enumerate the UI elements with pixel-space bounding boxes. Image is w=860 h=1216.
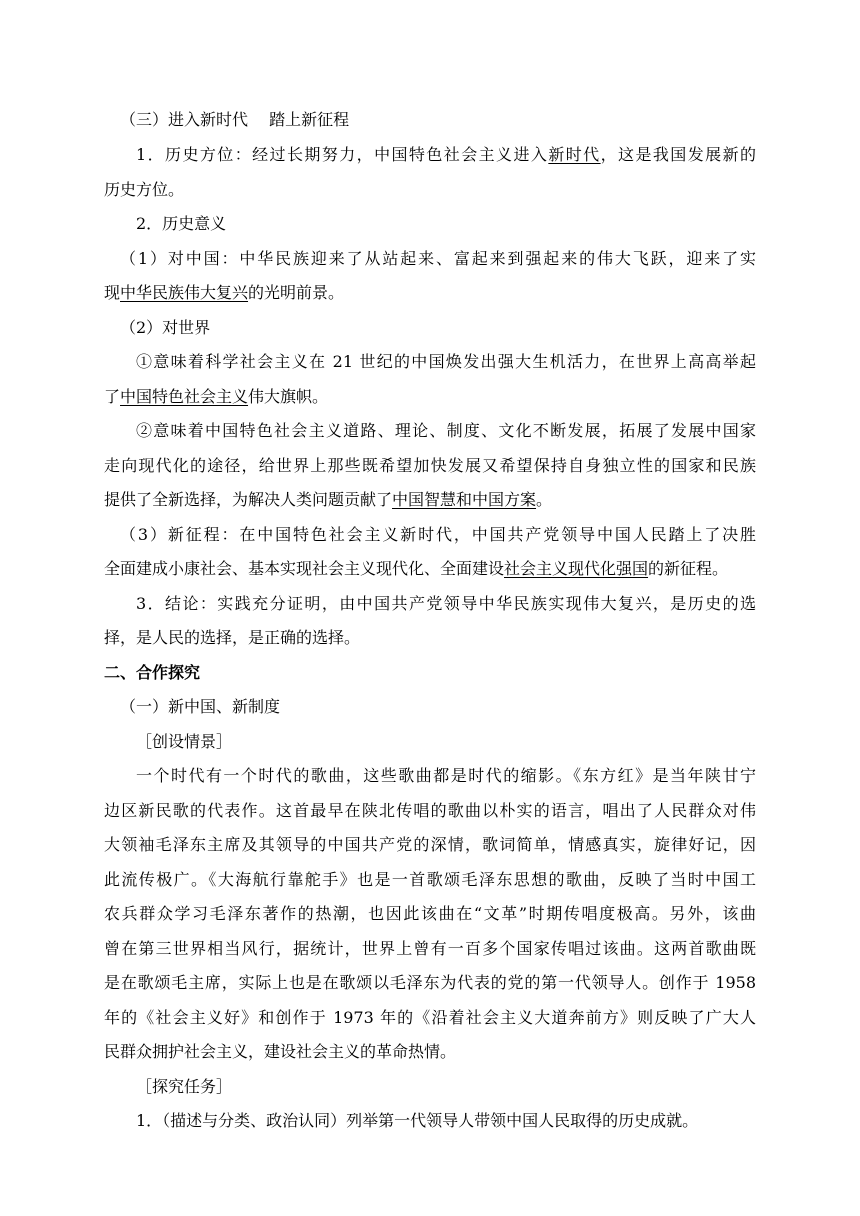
paragraph-line: 是在歌颂毛主席，实际上也是在歌颂以毛泽东为代表的党的第一代领导人。创作于 1958 xyxy=(104,973,756,992)
underlined-keyword: 中国特色社会主义 xyxy=(120,387,249,406)
paragraph-line: 现中华民族伟大复兴的光明前景。 xyxy=(104,283,345,302)
section-subtitle: 2．历史意义 xyxy=(136,214,227,233)
task-label: ［探究任务］ xyxy=(136,1077,233,1096)
paragraph-line: 民群众拥护社会主义，建设社会主义的革命热情。 xyxy=(104,1042,457,1061)
paragraph-line: 历史方位。 xyxy=(104,180,185,199)
task-item: 1．（描述与分类、政治认同）列举第一代领导人带领中国人民取得的历史成就。 xyxy=(136,1111,699,1130)
paragraph-line: 农兵群众学习毛泽东著作的热潮，也因此该曲在“文革”时期传唱度极高。另外，该曲 xyxy=(104,904,756,923)
paragraph-line: 一个时代有一个时代的歌曲，这些歌曲都是时代的缩影。《东方红》是当年陕甘宁 xyxy=(136,766,756,785)
section-heading: 二、合作探究 xyxy=(104,663,201,682)
paragraph-line: 大领袖毛泽东主席及其领导的中国共产党的深情，歌词简单，情感真实，旋律好记，因 xyxy=(104,835,756,854)
paragraph-line: ②意味着中国特色社会主义道路、理论、制度、文化不断发展，拓展了发展中国家 xyxy=(136,421,756,440)
underlined-keyword: 新时代 xyxy=(548,145,601,164)
paragraph-line: 全面建成小康社会、基本实现社会主义现代化、全面建设社会主义现代化强国的新征程。 xyxy=(104,559,729,578)
paragraph-line: 曾在第三世界相当风行，据统计，世界上曾有一百多个国家传唱过该曲。这两首歌曲既 xyxy=(104,939,756,958)
underlined-keyword: 社会主义现代化强国 xyxy=(504,559,649,578)
section-subtitle: （2）对世界 xyxy=(120,318,211,337)
paragraph-line: 年的《社会主义好》和创作于 1973 年的《沿着社会主义大道奔前方》则反映了广大人 xyxy=(104,1008,756,1027)
paragraph-line: （3）新征程：在中国特色社会主义新时代，中国共产党领导中国人民踏上了决胜 xyxy=(120,525,756,544)
underlined-keyword: 中华民族伟大复兴 xyxy=(120,283,249,302)
scene-label: ［创设情景］ xyxy=(136,732,233,751)
paragraph-line: 了中国特色社会主义伟大旗帜。 xyxy=(104,387,329,406)
paragraph-line: 3．结论：实践充分证明，由中国共产党领导中华民族实现伟大复兴，是历史的选 xyxy=(136,594,756,613)
paragraph-line: 此流传极广。《大海航行靠舵手》也是一首歌颂毛泽东思想的歌曲，反映了当时中国工 xyxy=(104,870,756,889)
paragraph-line: 择，是人民的选择，是正确的选择。 xyxy=(104,628,361,647)
section-subtitle: （一）新中国、新制度 xyxy=(120,697,281,716)
paragraph-line: （1）对中国：中华民族迎来了从站起来、富起来到强起来的伟大飞跃，迎来了实 xyxy=(120,249,756,268)
paragraph-line: 1．历史方位：经过长期努力，中国特色社会主义进入新时代，这是我国发展新的 xyxy=(136,145,756,164)
underlined-keyword: 中国智慧和中国方案 xyxy=(392,490,537,509)
paragraph-line: 走向现代化的途径，给世界上那些既希望加快发展又希望保持自身独立性的国家和民族 xyxy=(104,456,756,475)
paragraph-line: 提供了全新选择，为解决人类问题贡献了中国智慧和中国方案。 xyxy=(104,490,553,509)
paragraph-line: ①意味着科学社会主义在 21 世纪的中国焕发出强大生机活力，在世界上高高举起 xyxy=(136,352,756,371)
section-title: （三）进入新时代 踏上新征程 xyxy=(120,110,350,129)
paragraph-line: 边区新民歌的代表作。这首最早在陕北传唱的歌曲以朴实的语言，唱出了人民群众对伟 xyxy=(104,801,756,820)
